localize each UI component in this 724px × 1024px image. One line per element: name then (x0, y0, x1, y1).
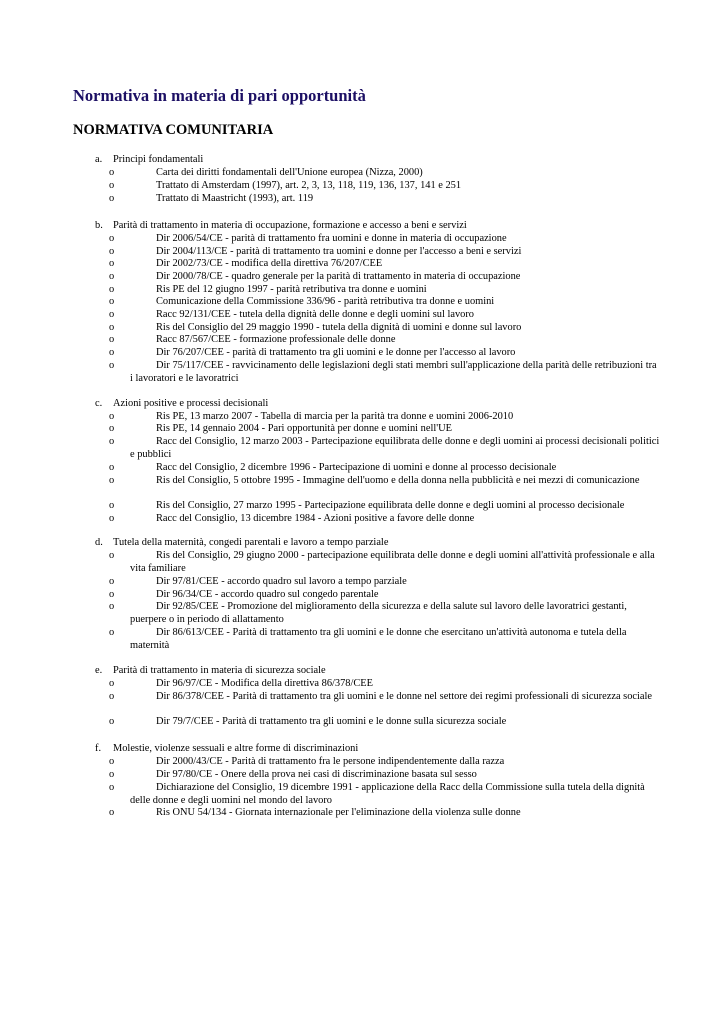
list-item-text: Racc del Consiglio, 2 dicembre 1996 - Partecipazione di uomini e donne al processo decisionale (156, 462, 557, 473)
circle-bullet-icon: o (109, 284, 115, 295)
circle-bullet-icon: o (109, 167, 115, 178)
circle-bullet-icon: o (109, 423, 115, 434)
circle-bullet-icon: o (109, 576, 115, 587)
section-heading (95, 154, 203, 167)
list-item-text: Dir 92/85/CEE - Promozione del miglioramento della sicurezza e della salute sul lavoro delle lavoratrici gestanti, puerpere o in periodo di allattamento (130, 601, 627, 625)
section-heading-text: Molestie, violenze sessuali e altre forme di discriminazioni (113, 743, 359, 754)
section-heading (95, 665, 326, 678)
circle-bullet-icon: o (109, 807, 115, 818)
list-item-text: Dir 97/80/CE - Onere della prova nei casi di discriminazione basata sul sesso (156, 769, 477, 780)
circle-bullet-icon: o (109, 627, 115, 638)
circle-bullet-icon: o (109, 411, 115, 422)
section-heading-text: Principi fondamentali (113, 154, 204, 165)
list-item-text: Dir 86/613/CEE - Parità di trattamento tra gli uomini e le donne che esercitano un'attività autonoma e tutela della maternità (130, 627, 627, 651)
list-item-text: Ris del Consiglio del 29 maggio 1990 - tutela della dignità di uomini e donne sul lavoro (156, 322, 522, 333)
list-item-text: Dir 2006/54/CE - parità di trattamento fra uomini e donne in materia di occupazione (156, 233, 507, 244)
list-item-text: Dir 97/81/CEE - accordo quadro sul lavoro a tempo parziale (156, 576, 407, 587)
section-heading (95, 743, 358, 756)
circle-bullet-icon: o (109, 233, 115, 244)
circle-bullet-icon: o (109, 193, 115, 204)
section-heading (95, 537, 388, 550)
circle-bullet-icon: o (109, 550, 115, 561)
circle-bullet-icon: o (109, 462, 115, 473)
circle-bullet-icon: o (109, 601, 115, 612)
section-heading-text: Parità di trattamento in materia di sicurezza sociale (113, 665, 326, 676)
section-heading (95, 398, 268, 411)
section-letter: e. (95, 665, 103, 676)
list-item-text: Ris PE del 12 giugno 1997 - parità retributiva tra donne e uomini (156, 284, 427, 295)
list-item-text: Dir 76/207/CEE - parità di trattamento tra gli uomini e le donne per l'accesso al lavoro (156, 347, 516, 358)
list-item-text: Dir 2004/113/CE - parità di trattamento tra uomini e donne per l'accesso a beni e servizi (156, 246, 522, 257)
list-item-text: Dir 79/7/CEE - Parità di trattamento tra gli uomini e le donne sulla sicurezza sociale (156, 716, 507, 727)
circle-bullet-icon: o (109, 180, 115, 191)
circle-bullet-icon: o (109, 271, 115, 282)
circle-bullet-icon: o (109, 246, 115, 257)
circle-bullet-icon: o (109, 258, 115, 269)
section-heading-text: Parità di trattamento in materia di occupazione, formazione e accesso a beni e servizi (113, 220, 467, 231)
section-letter: c. (95, 398, 103, 409)
section-heading (95, 220, 467, 233)
list-item-text: Comunicazione della Commissione 336/96 - parità retributiva tra donne e uomini (156, 296, 495, 307)
section-letter: f. (95, 743, 102, 754)
list-item-text: Ris del Consiglio, 5 ottobre 1995 - Immagine dell'uomo e della donna nella pubblicità e nei mezzi di comunicazione (156, 475, 640, 486)
circle-bullet-icon: o (109, 360, 115, 371)
circle-bullet-icon: o (109, 716, 115, 727)
list-item-text: Carta dei diritti fondamentali dell'Unione europea (Nizza, 2000) (156, 167, 423, 178)
list-item-text: Racc 87/567/CEE - formazione professionale delle donne (156, 334, 396, 345)
circle-bullet-icon: o (109, 436, 115, 447)
list-item-text: Racc 92/131/CEE - tutela della dignità delle donne e degli uomini sul lavoro (156, 309, 474, 320)
section-heading-text: Azioni positive e processi decisionali (113, 398, 269, 409)
list-item-text: Dir 2000/78/CE - quadro generale per la parità di trattamento in materia di occupazione (156, 271, 521, 282)
list-item-text: Ris del Consiglio, 27 marzo 1995 - Partecipazione equilibrata delle donne e degli uomini al processo decisionale (156, 500, 625, 511)
section-heading-normativa-comunitaria: NORMATIVA COMUNITARIA (73, 122, 274, 138)
circle-bullet-icon: o (109, 769, 115, 780)
list-item-text: Racc del Consiglio, 13 dicembre 1984 - Azioni positive a favore delle donne (156, 513, 475, 524)
list-item-text: Dichiarazione del Consiglio, 19 dicembre 1991 - applicazione della Racc della Commissione sulla tutela della dignità delle donne e degli uomini nel mondo del lavoro (130, 782, 645, 806)
circle-bullet-icon: o (109, 347, 115, 358)
circle-bullet-icon: o (109, 334, 115, 345)
list-item-text: Ris ONU 54/134 - Giornata internazionale per l'eliminazione della violenza sulle donne (156, 807, 521, 818)
section-letter: a. (95, 154, 103, 165)
list-item-text: Racc del Consiglio, 12 marzo 2003 - Partecipazione equilibrata delle donne e degli uomini ai processi decisionali politici e pubblici (130, 436, 660, 460)
section-letter: b. (95, 220, 103, 231)
list-item-text: Dir 96/97/CE - Modifica della direttiva 86/378/CEE (156, 678, 374, 689)
list-item-text: Ris PE, 14 gennaio 2004 - Pari opportunità per donne e uomini nell'UE (156, 423, 452, 434)
list-item-text: Ris del Consiglio, 29 giugno 2000 - partecipazione equilibrata delle donne e degli uomini all'attività professionale e alla vita familiare (130, 550, 655, 574)
circle-bullet-icon: o (109, 500, 115, 511)
circle-bullet-icon: o (109, 309, 115, 320)
circle-bullet-icon: o (109, 322, 115, 333)
circle-bullet-icon: o (109, 782, 115, 793)
circle-bullet-icon: o (109, 756, 115, 767)
circle-bullet-icon: o (109, 678, 115, 689)
section-letter: d. (95, 537, 103, 548)
list-item-text: Dir 2000/43/CE - Parità di trattamento fra le persone indipendentemente dalla razza (156, 756, 505, 767)
list-item-text: Dir 75/117/CEE - ravvicinamento delle legislazioni degli stati membri sull'applicazione della parità delle retribuzioni tra i lavoratori e le lavoratrici (130, 360, 657, 384)
section-heading-text: Tutela della maternità, congedi parentali e lavoro a tempo parziale (113, 537, 389, 548)
circle-bullet-icon: o (109, 475, 115, 486)
circle-bullet-icon: o (109, 589, 115, 600)
circle-bullet-icon: o (109, 513, 115, 524)
list-item-text: Ris PE, 13 marzo 2007 - Tabella di marcia per la parità tra donne e uomini 2006-2010 (156, 411, 514, 422)
list-item-text: Dir 86/378/CEE - Parità di trattamento tra gli uomini e le donne nel settore dei regimi professionali di sicurezza sociale (156, 691, 653, 702)
list-item-text: Dir 2002/73/CE - modifica della direttiva 76/207/CEE (156, 258, 383, 269)
list-item-text: Dir 96/34/CE - accordo quadro sul congedo parentale (156, 589, 379, 600)
page-title: Normativa in materia di pari opportunità (73, 86, 366, 105)
circle-bullet-icon: o (109, 296, 115, 307)
list-item-text: Trattato di Amsterdam (1997), art. 2, 3, 13, 118, 119, 136, 137, 141 e 251 (156, 180, 462, 191)
list-item-text: Trattato di Maastricht (1993), art. 119 (156, 193, 314, 204)
circle-bullet-icon: o (109, 691, 115, 702)
